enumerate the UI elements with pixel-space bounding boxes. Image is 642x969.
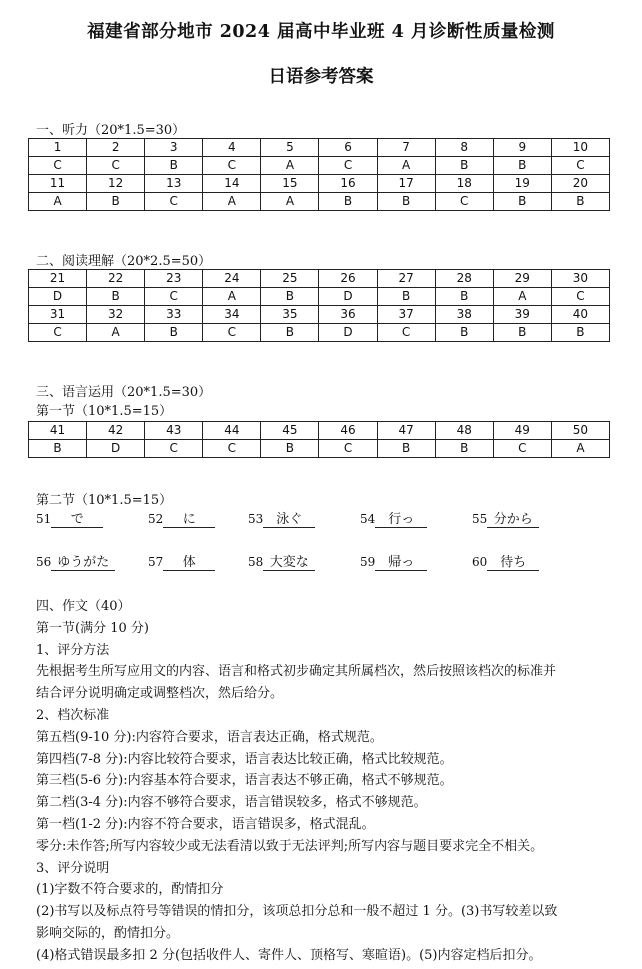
question-number-cell: 50 bbox=[551, 422, 609, 440]
question-number-cell: 49 bbox=[493, 422, 551, 440]
answer-cell: D bbox=[319, 288, 377, 306]
writing-text-line: 影响交际的，酌情扣分。 bbox=[36, 926, 180, 941]
answer-cell: C bbox=[87, 157, 145, 175]
fill-question-number: 52 bbox=[148, 512, 164, 526]
question-number-cell: 18 bbox=[435, 175, 493, 193]
answer-cell: B bbox=[145, 324, 203, 342]
question-number-cell: 22 bbox=[87, 270, 145, 288]
question-number-cell: 26 bbox=[319, 270, 377, 288]
answer-cell: C bbox=[145, 288, 203, 306]
question-number-cell: 13 bbox=[145, 175, 203, 193]
part1-heading: 第一节（10*1.5=15） bbox=[36, 404, 173, 419]
answer-cell: D bbox=[29, 288, 87, 306]
fill-answer-item bbox=[36, 551, 115, 571]
fill-question-number: 53 bbox=[248, 512, 264, 526]
answer-cell: C bbox=[203, 440, 261, 458]
question-number-cell: 42 bbox=[87, 422, 145, 440]
answer-cell: A bbox=[261, 157, 319, 175]
question-number-cell: 36 bbox=[319, 306, 377, 324]
section-reading-heading: 二、阅读理解（20*2.5=50） bbox=[36, 254, 212, 269]
section-language-heading: 三、语言运用（20*1.5=30） bbox=[36, 385, 212, 400]
question-number-cell: 43 bbox=[145, 422, 203, 440]
writing-text-line: 第一档(1-2 分):内容不符合要求，语言错误多，格式混乱。 bbox=[36, 817, 375, 832]
answer-cell: B bbox=[87, 288, 145, 306]
answer-cell: B bbox=[87, 193, 145, 211]
question-number-cell: 44 bbox=[203, 422, 261, 440]
answer-cell: C bbox=[29, 157, 87, 175]
fill-answer-text: 帰っ bbox=[375, 551, 427, 571]
fill-answer-text: 行っ bbox=[375, 508, 427, 528]
listening-row bbox=[29, 193, 610, 211]
question-number-cell: 25 bbox=[261, 270, 319, 288]
fill-answer-item bbox=[360, 508, 427, 528]
answer-cell: B bbox=[493, 157, 551, 175]
answer-cell: C bbox=[203, 157, 261, 175]
question-number-cell: 20 bbox=[551, 175, 609, 193]
answer-cell: C bbox=[145, 440, 203, 458]
reading-row bbox=[29, 288, 610, 306]
answer-cell: B bbox=[145, 157, 203, 175]
question-number-cell: 39 bbox=[493, 306, 551, 324]
answer-cell: B bbox=[435, 288, 493, 306]
reading-answer-table bbox=[28, 269, 610, 342]
fill-answer-text: で bbox=[51, 508, 103, 528]
writing-text-line: 第二档(3-4 分):内容不够符合要求，语言错误较多，格式不够规范。 bbox=[36, 795, 427, 811]
section-listening-heading: 一、听力（20*1.5=30） bbox=[36, 123, 186, 138]
answer-cell: C bbox=[145, 193, 203, 211]
listening-row bbox=[29, 175, 610, 193]
reading-row bbox=[29, 270, 610, 288]
question-number-cell: 40 bbox=[551, 306, 609, 324]
answer-cell: B bbox=[551, 193, 609, 211]
writing-text-line: 第三档(5-6 分):内容基本符合要求，语言表达不够正确，格式不够规范。 bbox=[36, 773, 453, 789]
question-number-cell: 4 bbox=[203, 139, 261, 157]
answer-cell: B bbox=[493, 193, 551, 211]
writing-text-line: 第五档(9-10 分):内容符合要求，语言表达正确，格式规范。 bbox=[36, 729, 383, 745]
language-row bbox=[29, 440, 610, 458]
question-number-cell: 7 bbox=[377, 139, 435, 157]
answer-cell: B bbox=[377, 288, 435, 306]
fill-question-number: 54 bbox=[360, 512, 376, 526]
fill-answer-item bbox=[472, 551, 539, 571]
question-number-cell: 23 bbox=[145, 270, 203, 288]
listening-answer-table bbox=[28, 138, 610, 211]
fill-answer-text: 体 bbox=[163, 551, 215, 571]
doc-subtitle: 日语参考答案 bbox=[268, 67, 374, 87]
answer-cell: A bbox=[261, 193, 319, 211]
answer-cell: B bbox=[551, 324, 609, 342]
answer-cell: C bbox=[435, 193, 493, 211]
writing-text-line: 3、评分说明 bbox=[36, 860, 110, 876]
question-number-cell: 11 bbox=[29, 175, 87, 193]
writing-text-line: 第一节(满分 10 分) bbox=[36, 620, 149, 636]
fill-answer-text: 分から bbox=[487, 508, 539, 528]
answer-cell: A bbox=[203, 288, 261, 306]
listening-row bbox=[29, 157, 610, 175]
question-number-cell: 24 bbox=[203, 270, 261, 288]
answer-cell: B bbox=[435, 324, 493, 342]
answer-cell: C bbox=[377, 324, 435, 342]
question-number-cell: 37 bbox=[377, 306, 435, 324]
question-number-cell: 2 bbox=[87, 139, 145, 157]
answer-cell: B bbox=[377, 440, 435, 458]
fill-answer-item bbox=[36, 508, 103, 528]
answer-cell: B bbox=[435, 157, 493, 175]
fill-question-number: 56 bbox=[36, 555, 52, 569]
fill-answer-text: 待ち bbox=[487, 551, 539, 571]
language-answer-table bbox=[28, 421, 610, 458]
question-number-cell: 31 bbox=[29, 306, 87, 324]
question-number-cell: 9 bbox=[493, 139, 551, 157]
fill-question-number: 55 bbox=[472, 512, 488, 526]
fill-answer-text: に bbox=[163, 508, 215, 528]
question-number-cell: 12 bbox=[87, 175, 145, 193]
answer-cell: B bbox=[261, 324, 319, 342]
question-number-cell: 15 bbox=[261, 175, 319, 193]
question-number-cell: 17 bbox=[377, 175, 435, 193]
reading-row bbox=[29, 324, 610, 342]
writing-text-line: 1、评分方法 bbox=[36, 642, 110, 658]
question-number-cell: 16 bbox=[319, 175, 377, 193]
question-number-cell: 32 bbox=[87, 306, 145, 324]
part2-heading: 第二节（10*1.5=15） bbox=[36, 493, 173, 508]
answer-cell: A bbox=[493, 288, 551, 306]
fill-answer-text: 大変な bbox=[263, 551, 315, 571]
question-number-cell: 10 bbox=[551, 139, 609, 157]
fill-question-number: 57 bbox=[148, 555, 164, 569]
fill-question-number: 60 bbox=[472, 555, 488, 569]
answer-cell: A bbox=[87, 324, 145, 342]
answer-cell: C bbox=[203, 324, 261, 342]
writing-text-line: (2)书写以及标点符号等错误的情扣分，该项总扣分总和一般不超过 1 分。(3)书写较差以致 bbox=[36, 904, 558, 920]
question-number-cell: 41 bbox=[29, 422, 87, 440]
fill-answer-item bbox=[360, 551, 427, 571]
fill-answer-item bbox=[472, 508, 539, 528]
question-number-cell: 35 bbox=[261, 306, 319, 324]
answer-cell: C bbox=[551, 288, 609, 306]
answer-cell: C bbox=[319, 157, 377, 175]
language-row bbox=[29, 422, 610, 440]
question-number-cell: 27 bbox=[377, 270, 435, 288]
answer-cell: A bbox=[377, 157, 435, 175]
writing-text-line: 2、档次标准 bbox=[36, 708, 110, 723]
question-number-cell: 29 bbox=[493, 270, 551, 288]
writing-text-line: 第四档(7-8 分):内容比较符合要求，语言表达比较正确，格式比较规范。 bbox=[36, 751, 453, 767]
question-number-cell: 38 bbox=[435, 306, 493, 324]
question-number-cell: 28 bbox=[435, 270, 493, 288]
writing-text-line: 结合评分说明确定或调整档次，然后给分。 bbox=[36, 686, 284, 702]
answer-cell: D bbox=[319, 324, 377, 342]
question-number-cell: 1 bbox=[29, 139, 87, 157]
question-number-cell: 14 bbox=[203, 175, 261, 193]
fill-answer-text: ゆうがた bbox=[51, 551, 115, 571]
question-number-cell: 5 bbox=[261, 139, 319, 157]
question-number-cell: 34 bbox=[203, 306, 261, 324]
fill-answer-item bbox=[248, 551, 315, 571]
writing-text-line: 先根据考生所写应用文的内容、语言和格式初步确定其所属档次，然后按照该档次的标准并 bbox=[36, 664, 557, 680]
fill-answer-item bbox=[148, 508, 215, 528]
answer-cell: B bbox=[261, 440, 319, 458]
answer-cell: C bbox=[493, 440, 551, 458]
fill-question-number: 59 bbox=[360, 555, 376, 569]
question-number-cell: 47 bbox=[377, 422, 435, 440]
question-number-cell: 33 bbox=[145, 306, 203, 324]
writing-text-line: 零分:未作答;所写内容较少或无法看清以致于无法评判;所写内容与题目要求完全不相关。 bbox=[36, 838, 544, 854]
fill-question-number: 51 bbox=[36, 512, 52, 526]
writing-text-line: (4)格式错误最多扣 2 分(包括收件人、寄件人、顶格写、寒暄语)。(5)内容定档后扣分。 bbox=[36, 947, 542, 963]
question-number-cell: 19 bbox=[493, 175, 551, 193]
writing-text-line: (1)字数不符合要求的，酌情扣分 bbox=[36, 882, 224, 898]
doc-title: 福建省部分地市 2024 届高中毕业班 4 月诊断性质量检测 bbox=[87, 22, 555, 42]
answer-cell: C bbox=[29, 324, 87, 342]
answer-cell: B bbox=[377, 193, 435, 211]
answer-cell: A bbox=[203, 193, 261, 211]
answer-cell: D bbox=[87, 440, 145, 458]
answer-cell: A bbox=[551, 440, 609, 458]
answer-cell: B bbox=[29, 440, 87, 458]
question-number-cell: 30 bbox=[551, 270, 609, 288]
question-number-cell: 45 bbox=[261, 422, 319, 440]
fill-answer-item bbox=[248, 508, 315, 528]
answer-cell: C bbox=[319, 440, 377, 458]
writing-text-line: 四、作文（40） bbox=[36, 599, 131, 614]
question-number-cell: 6 bbox=[319, 139, 377, 157]
answer-cell: B bbox=[319, 193, 377, 211]
question-number-cell: 21 bbox=[29, 270, 87, 288]
question-number-cell: 48 bbox=[435, 422, 493, 440]
answer-cell: A bbox=[29, 193, 87, 211]
fill-question-number: 58 bbox=[248, 555, 264, 569]
question-number-cell: 3 bbox=[145, 139, 203, 157]
fill-answer-text: 泳ぐ bbox=[263, 508, 315, 528]
listening-row bbox=[29, 139, 610, 157]
answer-cell: B bbox=[435, 440, 493, 458]
reading-row bbox=[29, 306, 610, 324]
question-number-cell: 46 bbox=[319, 422, 377, 440]
answer-cell: C bbox=[551, 157, 609, 175]
fill-answer-item bbox=[148, 551, 215, 571]
answer-cell: B bbox=[493, 324, 551, 342]
question-number-cell: 8 bbox=[435, 139, 493, 157]
answer-cell: B bbox=[261, 288, 319, 306]
